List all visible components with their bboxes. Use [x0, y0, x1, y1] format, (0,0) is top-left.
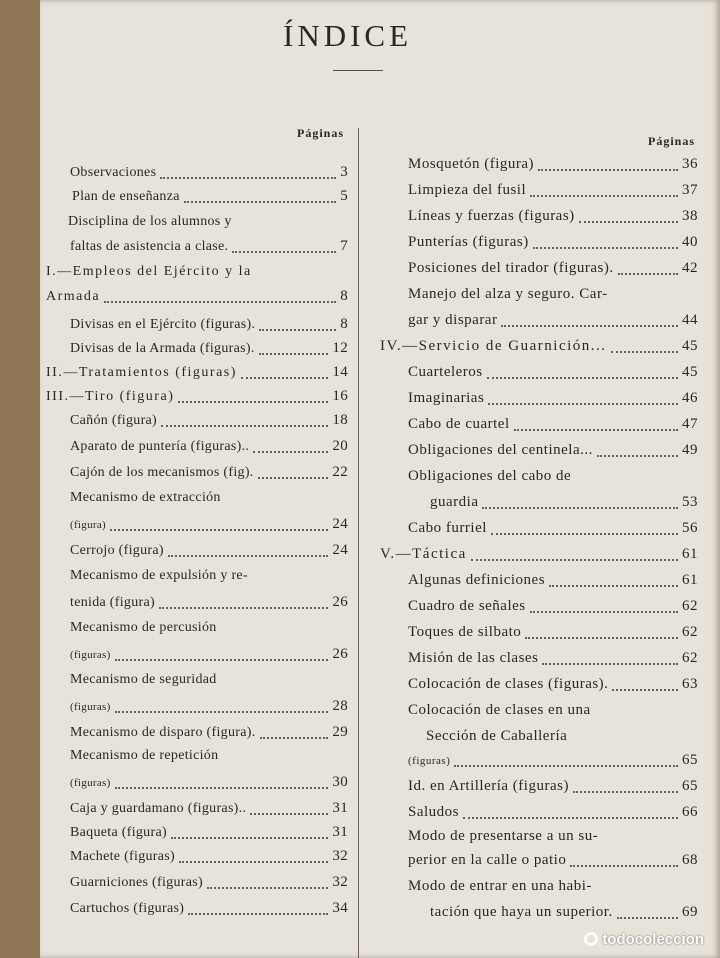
- left-entry-text: Mecanismo de seguridad: [70, 672, 217, 687]
- left-entry-text: (figuras): [70, 777, 111, 789]
- right-page-number: 46: [682, 390, 698, 406]
- left-entry-text: Mecanismo de percusión: [70, 620, 217, 635]
- left-entry-line: [70, 774, 348, 796]
- left-entry-line: [68, 214, 348, 236]
- left-entry-text: Cartuchos (figuras): [70, 901, 185, 916]
- right-page-number: 62: [682, 624, 698, 640]
- left-page-number: 24: [332, 542, 348, 558]
- right-entry-line: [408, 208, 698, 230]
- left-page-number: 31: [332, 800, 348, 816]
- left-dot-leader: [161, 425, 328, 427]
- right-page-number: 68: [682, 852, 698, 868]
- right-dot-leader: [463, 817, 678, 819]
- right-entry-line: [408, 442, 698, 464]
- left-entry-text: (figuras): [70, 649, 111, 661]
- right-entry-line: [408, 878, 698, 900]
- left-entry-text: (figura): [70, 519, 106, 531]
- right-entry-line: [408, 286, 698, 308]
- left-entry-line: [70, 800, 348, 822]
- right-dot-leader: [611, 351, 678, 353]
- left-entry-line: [70, 412, 348, 434]
- right-entry-line: [408, 676, 698, 698]
- right-dot-leader: [579, 221, 678, 223]
- left-page-number: 31: [332, 824, 348, 840]
- pages-header-right: Páginas: [648, 134, 696, 148]
- left-dot-leader: [160, 177, 336, 179]
- right-entry-text: Algunas definiciones: [408, 572, 546, 588]
- left-page-number: 29: [332, 724, 348, 740]
- left-dot-leader: [168, 555, 329, 557]
- left-entry-text: Baqueta (figura): [70, 825, 167, 840]
- right-entry-text: Cabo furriel: [408, 520, 487, 536]
- left-page-number: 8: [340, 316, 348, 332]
- right-page-number: 65: [682, 752, 698, 768]
- right-entry-line: [408, 702, 698, 724]
- left-page-number: 22: [332, 464, 348, 480]
- left-entry-line: [70, 464, 348, 486]
- left-dot-leader: [259, 353, 329, 355]
- right-entry-line: [408, 182, 698, 204]
- page-title: ÍNDICE: [283, 18, 413, 53]
- right-dot-leader: [491, 533, 678, 535]
- right-entry-line: [408, 390, 698, 412]
- watermark-logo-icon: [584, 932, 598, 946]
- right-entry-text: Saludos: [408, 804, 460, 820]
- right-dot-leader: [482, 507, 678, 509]
- right-entry-text: Cabo de cuartel: [408, 416, 510, 432]
- left-entry-line: [70, 646, 348, 668]
- left-dot-leader: [241, 377, 328, 379]
- right-dot-leader: [487, 377, 678, 379]
- left-entry-line: [70, 568, 348, 590]
- right-dot-leader: [549, 585, 678, 587]
- left-page-number: 14: [332, 364, 348, 380]
- right-dot-leader: [612, 689, 678, 691]
- right-page-number: 61: [682, 546, 698, 562]
- left-dot-leader: [171, 837, 328, 839]
- right-dot-leader: [573, 791, 678, 793]
- right-entry-text: Posiciones del tirador (figuras).: [408, 260, 614, 276]
- title-rule: [333, 70, 383, 71]
- left-entry-text: Disciplina de los alumnos y: [68, 214, 232, 229]
- pages-header-left: Páginas: [297, 126, 345, 140]
- right-page-number: 45: [682, 338, 698, 354]
- right-dot-leader: [525, 637, 678, 639]
- left-entry-text: Caja y guardamano (figuras)..: [70, 801, 247, 816]
- left-entry-text: Aparato de puntería (figuras)..: [70, 439, 250, 454]
- left-entry-text: II.—Tratamientos (figuras): [46, 365, 237, 380]
- right-entry-line: [408, 312, 698, 334]
- left-entry-text: III.—Tiro (figura): [46, 389, 175, 404]
- left-entry-text: Armada: [46, 289, 101, 304]
- left-entry-text: Divisas en el Ejército (figuras).: [70, 317, 256, 332]
- left-dot-leader: [115, 711, 329, 713]
- left-entry-text: (figuras): [70, 701, 111, 713]
- right-entry-line: [408, 364, 698, 386]
- right-entry-line: [408, 260, 698, 282]
- right-entry-line: [408, 468, 698, 490]
- column-divider: [358, 128, 359, 958]
- left-page-number: 34: [332, 900, 348, 916]
- right-entry-line: [408, 520, 698, 542]
- left-dot-leader: [232, 251, 336, 253]
- left-dot-leader: [110, 529, 328, 531]
- right-page-number: 53: [682, 494, 698, 510]
- left-page-number: 24: [332, 516, 348, 532]
- left-dot-leader: [258, 477, 329, 479]
- left-dot-leader: [179, 861, 328, 863]
- left-dot-leader: [253, 451, 328, 453]
- right-entry-line: [408, 752, 698, 774]
- right-entry-text: Sección de Caballería: [426, 728, 568, 744]
- right-dot-leader: [617, 917, 678, 919]
- right-page-number: 62: [682, 598, 698, 614]
- left-entry-line: [70, 340, 348, 362]
- right-entry-text: guardia: [430, 494, 479, 510]
- right-entry-line: [380, 338, 698, 360]
- right-entry-line: [408, 416, 698, 438]
- right-entry-text: Mosquetón (figura): [408, 156, 535, 172]
- right-entry-text: Imaginarias: [408, 390, 485, 406]
- right-page-number: 44: [682, 312, 698, 328]
- left-dot-leader: [104, 301, 336, 303]
- left-entry-line: [70, 164, 348, 186]
- right-entry-line: [408, 156, 698, 178]
- right-page-number: 61: [682, 572, 698, 588]
- left-entry-text: Machete (figuras): [70, 849, 175, 864]
- left-entry-text: Observaciones: [70, 165, 157, 180]
- left-entry-text: Plan de enseñanza: [72, 189, 180, 204]
- left-page-number: 7: [340, 238, 348, 254]
- left-page-number: 32: [332, 848, 348, 864]
- right-entry-text: Toques de silbato: [408, 624, 522, 640]
- right-dot-leader: [618, 273, 678, 275]
- right-dot-leader: [533, 247, 678, 249]
- right-page-number: 49: [682, 442, 698, 458]
- left-entry-line: [70, 874, 348, 896]
- right-entry-line: [408, 598, 698, 620]
- right-entry-text: Colocación de clases (figuras).: [408, 676, 609, 692]
- right-page-number: 45: [682, 364, 698, 380]
- left-entry-line: [70, 490, 348, 512]
- right-entry-text: gar y disparar: [408, 312, 498, 328]
- right-dot-leader: [542, 663, 678, 665]
- left-dot-leader: [259, 329, 336, 331]
- right-entry-line: [380, 546, 698, 568]
- right-entry-line: [408, 828, 698, 850]
- right-page-number: 40: [682, 234, 698, 250]
- left-dot-leader: [184, 201, 336, 203]
- left-entry-text: Mecanismo de disparo (figura).: [70, 725, 256, 740]
- right-page-number: 62: [682, 650, 698, 666]
- left-entry-line: [46, 388, 348, 410]
- left-entry-text: faltas de asistencia a clase.: [70, 239, 229, 254]
- left-page-number: 32: [332, 874, 348, 890]
- left-page-number: 26: [332, 646, 348, 662]
- left-entry-line: [70, 900, 348, 922]
- right-entry-line: [408, 234, 698, 256]
- left-entry-text: Mecanismo de expulsión y re-: [70, 568, 248, 583]
- right-page-number: 36: [682, 156, 698, 172]
- right-dot-leader: [488, 403, 678, 405]
- right-page-number: 69: [682, 904, 698, 920]
- left-page-number: 20: [332, 438, 348, 454]
- left-entry-text: Cañón (figura): [70, 413, 158, 428]
- right-page-number: 38: [682, 208, 698, 224]
- left-entry-line: [70, 672, 348, 694]
- right-dot-leader: [530, 611, 678, 613]
- right-entry-text: Modo de presentarse a un su-: [408, 828, 599, 844]
- left-dot-leader: [115, 659, 329, 661]
- right-dot-leader: [514, 429, 678, 431]
- right-entry-text: Cuadro de señales: [408, 598, 526, 614]
- right-entry-line: [408, 624, 698, 646]
- right-dot-leader: [570, 865, 678, 867]
- right-page-number: 42: [682, 260, 698, 276]
- left-page-number: 26: [332, 594, 348, 610]
- left-dot-leader: [207, 887, 328, 889]
- right-entry-text: Id. en Artillería (figuras): [408, 778, 569, 794]
- left-page-number: 3: [340, 164, 348, 180]
- right-entry-text: Modo de entrar en una habi-: [408, 878, 592, 894]
- right-entry-text: tación que haya un superior.: [430, 904, 613, 920]
- left-entry-text: Cerrojo (figura): [70, 543, 164, 558]
- right-entry-text: IV.—Servicio de Guarnición...: [380, 338, 607, 354]
- right-entry-text: V.—Táctica: [380, 546, 467, 562]
- right-entry-text: Punterías (figuras): [408, 234, 529, 250]
- left-entry-text: tenida (figura): [70, 595, 155, 610]
- right-entry-text: Cuarteleros: [408, 364, 483, 380]
- left-entry-line: [70, 848, 348, 870]
- right-dot-leader: [538, 169, 678, 171]
- right-page-number: 47: [682, 416, 698, 432]
- left-entry-line: [70, 316, 348, 338]
- left-entry-line: [46, 288, 348, 310]
- right-entry-line: [408, 650, 698, 672]
- right-entry-text: Manejo del alza y seguro. Car-: [408, 286, 608, 302]
- right-entry-text: Obligaciones del cabo de: [408, 468, 572, 484]
- right-entry-line: [408, 852, 698, 874]
- left-page-number: 16: [332, 388, 348, 404]
- right-entry-line: [408, 572, 698, 594]
- right-entry-text: perior en la calle o patio: [408, 852, 567, 868]
- left-dot-leader: [260, 737, 329, 739]
- left-page-number: 28: [332, 698, 348, 714]
- right-entry-text: Colocación de clases en una: [408, 702, 591, 718]
- right-entry-line: [408, 804, 698, 826]
- left-entry-text: Cajón de los mecanismos (fig).: [70, 465, 254, 480]
- right-page-number: 66: [682, 804, 698, 820]
- left-entry-line: [46, 364, 348, 386]
- left-page-number: 12: [332, 340, 348, 356]
- left-entry-line: [70, 516, 348, 538]
- left-entry-text: Mecanismo de extracción: [70, 490, 221, 505]
- right-entry-text: Limpieza del fusil: [408, 182, 527, 198]
- right-entry-line: [430, 494, 698, 516]
- left-entry-line: [70, 542, 348, 564]
- left-entry-line: [70, 620, 348, 642]
- right-page-number: 65: [682, 778, 698, 794]
- left-dot-leader: [159, 607, 328, 609]
- right-entry-text: Obligaciones del centinela...: [408, 442, 593, 458]
- left-entry-line: [70, 594, 348, 616]
- left-dot-leader: [115, 787, 329, 789]
- left-entry-line: [70, 238, 348, 260]
- right-entry-line: [408, 778, 698, 800]
- right-entry-text: Líneas y fuerzas (figuras): [408, 208, 575, 224]
- left-entry-text: Divisas de la Armada (figuras).: [70, 341, 255, 356]
- right-page-number: 63: [682, 676, 698, 692]
- left-entry-line: [70, 438, 348, 460]
- left-page-number: 5: [340, 188, 348, 204]
- left-entry-text: Guarniciones (figuras): [70, 875, 203, 890]
- right-entry-line: [430, 904, 698, 926]
- right-page-number: 37: [682, 182, 698, 198]
- left-entry-line: [70, 748, 348, 770]
- left-entry-line: [70, 698, 348, 720]
- left-entry-line: [72, 188, 348, 210]
- right-entry-text: Misión de las clases: [408, 650, 539, 666]
- right-page-number: 56: [682, 520, 698, 536]
- left-entry-line: [46, 264, 348, 286]
- right-dot-leader: [597, 455, 678, 457]
- left-page-number: 18: [332, 412, 348, 428]
- right-entry-text: (figuras): [408, 755, 451, 767]
- left-dot-leader: [178, 401, 328, 403]
- left-entry-line: [70, 824, 348, 846]
- left-entry-text: I.—Empleos del Ejército y la: [46, 264, 252, 279]
- left-dot-leader: [250, 813, 328, 815]
- left-dot-leader: [188, 913, 328, 915]
- left-entry-text: Mecanismo de repetición: [70, 748, 219, 763]
- right-dot-leader: [454, 765, 678, 767]
- right-entry-line: [426, 728, 698, 750]
- watermark: [584, 931, 704, 948]
- right-dot-leader: [501, 325, 678, 327]
- watermark-text: todocoleccion: [602, 931, 704, 948]
- left-page-number: 30: [332, 774, 348, 790]
- left-entry-line: [70, 724, 348, 746]
- right-dot-leader: [530, 195, 678, 197]
- left-page-number: 8: [340, 288, 348, 304]
- right-dot-leader: [471, 559, 678, 561]
